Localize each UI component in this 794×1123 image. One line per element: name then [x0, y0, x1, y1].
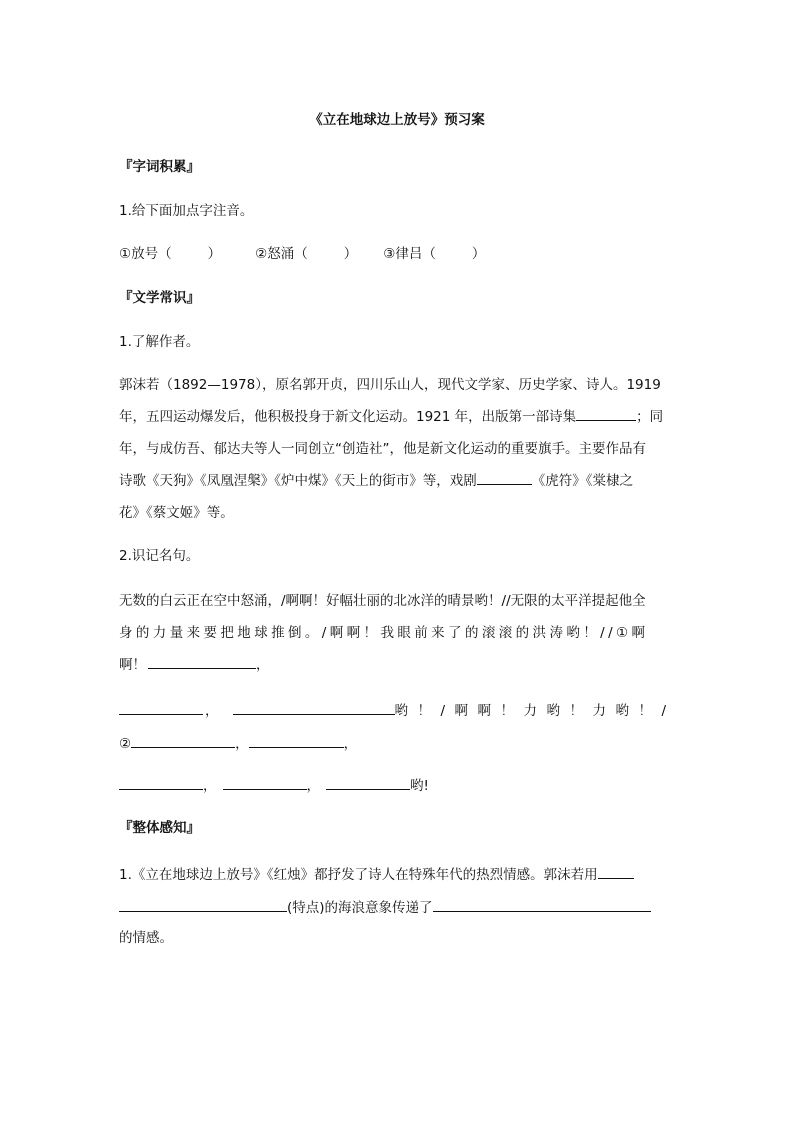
author-line: 郭沫若（1892—1978），原名郭开贞，四川乐山人，现代文学家、历史学家、诗人。1919 [119, 377, 661, 393]
quote-line [119, 775, 429, 796]
author-text: ；同 [636, 409, 664, 425]
question-author: 1.了解作者。 [119, 334, 200, 350]
quote-line [119, 649, 676, 681]
question-theme-cont [119, 897, 651, 918]
answer-blank[interactable] [326, 775, 410, 790]
quote-text: ， [205, 703, 219, 719]
answer-blank-poetry[interactable] [576, 406, 636, 421]
author-text: 诗歌《天狗》《凤凰涅槃》《炉中煤》《天上的街市》等，戏剧 [119, 473, 477, 489]
section-header-literature: 『文学常识』 [119, 290, 200, 306]
question-text: 1.《立在地球边上放号》《红烛》都抒发了诗人在特殊年代的热烈情感。郭沫若用 [119, 867, 598, 883]
answer-blank-emotion[interactable] [433, 897, 651, 912]
quote-text: ② [119, 736, 132, 752]
answer-blank-feature[interactable] [119, 897, 287, 912]
author-text: 年，五四运动爆发后，他积极投身于新文化运动。1921 年，出版第一部诗集 [119, 409, 577, 425]
answer-blank[interactable] [233, 700, 395, 715]
question-theme-end: 的情感。 [119, 930, 173, 946]
answer-blank-drama[interactable] [477, 470, 532, 485]
answer-blank[interactable] [148, 654, 256, 669]
quote-text: ， [343, 736, 358, 752]
question-quotes: 2.识记名句。 [119, 548, 200, 564]
item-fanghao: ①放号（ [119, 246, 172, 262]
question-phonetic: 1.给下面加点字注音。 [119, 203, 254, 219]
quote-text: ， [203, 778, 217, 794]
question-text: (特点)的海浪意象传递了 [287, 900, 433, 916]
quote-line [119, 733, 357, 754]
page-title: 《立在地球边上放号》预习案 [309, 112, 485, 128]
answer-blank[interactable] [131, 733, 235, 748]
section-header-vocabulary: 『字词积累』 [119, 159, 200, 175]
quote-text: ， [306, 778, 320, 794]
paren-close: ） [207, 246, 222, 262]
quotes-paragraph [119, 585, 676, 681]
paren-close: ） [471, 246, 486, 262]
author-line: 年，与成仿吾、郁达夫等人一同创立“创造社”，他是新文化运动的重要旗手。主要作品有 [119, 441, 646, 457]
quote-text: 啊！ [119, 657, 146, 673]
quote-line: 身的力量来要把地球推倒。/啊啊！我眼前来了的滚滚的洪涛哟！//①啊 [119, 625, 649, 641]
question-theme [119, 864, 634, 885]
answer-blank[interactable] [223, 775, 307, 790]
answer-blank[interactable] [598, 864, 634, 879]
author-line [119, 465, 676, 497]
item-lvlv: ③律吕（ [383, 246, 436, 262]
quote-line: 无数的白云正在空中怒涌，/啊啊！好幅壮丽的北冰洋的晴景哟！//无限的太平洋提起他全 [119, 593, 646, 609]
answer-blank[interactable] [249, 733, 344, 748]
quote-text: 哟! [410, 778, 429, 794]
quote-text: 哟！/啊啊！力哟！力哟！/ [394, 703, 676, 719]
author-text: 《虎符》《棠棣之 [531, 473, 633, 489]
quote-text: ， [235, 736, 249, 752]
paren-close: ） [343, 246, 358, 262]
author-line [119, 401, 676, 433]
quote-line [119, 700, 676, 721]
phonetic-items [119, 244, 485, 264]
answer-blank[interactable] [119, 775, 203, 790]
item-nuyong: ②怒涌（ [255, 246, 308, 262]
section-header-perception: 『整体感知』 [119, 820, 200, 836]
author-paragraph [119, 369, 676, 529]
answer-blank[interactable] [119, 700, 203, 715]
quote-text: ， [256, 657, 270, 673]
author-line: 花》《蔡文姬》等。 [119, 505, 234, 521]
